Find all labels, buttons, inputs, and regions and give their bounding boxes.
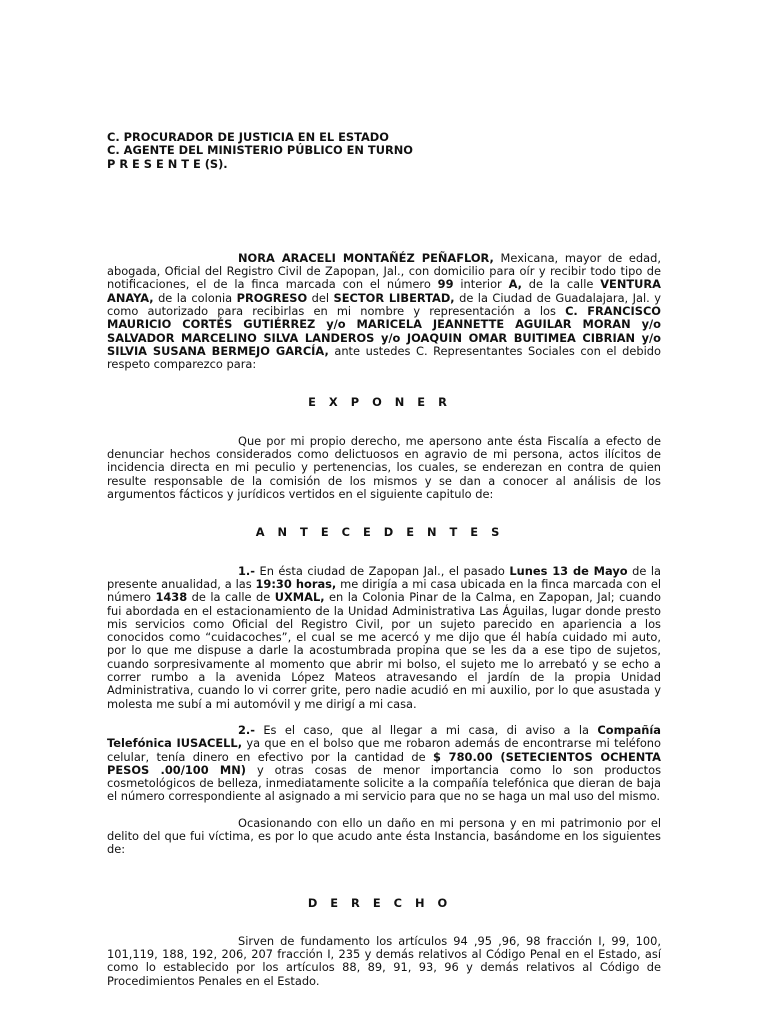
incident-date: Lunes 13 de Mayo [509, 563, 628, 578]
intro-text-1: Mexicana, mayor de edad, abogada, Oficial del Registro Civil de Zapopan, Jal., con domicilio para oír y recibir todo tipo de notificaciones, el de la finca marcada con el número [107, 250, 661, 292]
antecedente-1-text-4: de la calle de [187, 590, 275, 605]
antecedente-1-paragraph [107, 565, 661, 711]
addressee-line-1: C. PROCURADOR DE JUSTICIA EN EL ESTADO [107, 130, 389, 144]
phone-company: Compañía Telefónica IUSACELL, [107, 722, 661, 751]
complainant-name: NORA ARACELI MONTAÑÉZ PEÑAFLOR, [238, 250, 494, 265]
intro-text-6: de la Ciudad de Guadalajara, Jal. y como autorizado para recibirlas en mi nombre y representación a los [107, 290, 661, 319]
antecedente-2-paragraph [107, 724, 661, 804]
sector-name: SECTOR LIBERTAD, [333, 290, 455, 305]
antecedente-2-text-3: y otras cosas de menor importancia como lo son productos cosmetológicos de belleza, inmediatamente solicite a la compañía telefónica que dieran de baja el número correspondiente al asignado a mi servicio para que no se haga un mal uso del mismo. [107, 762, 661, 804]
section-title-derecho: DERECHO [307, 895, 461, 910]
interior-number: A, [508, 277, 522, 292]
intro-text-2: interior [453, 277, 509, 292]
incident-time: 19:30 horas, [255, 576, 337, 591]
colonia-name: PROGRESO [236, 290, 308, 305]
section-title-antecedentes: ANTECEDENTES [255, 525, 513, 540]
intro-text-5: del [307, 290, 334, 305]
intro-text-3: de la calle [521, 277, 601, 292]
stolen-amount: $ 780.00 (SETECIENTOS OCHENTA PESOS .00/100 MN) [107, 749, 661, 777]
addressee-line-2: C. AGENTE DEL MINISTERIO PÚBLICO EN TURNO [107, 143, 413, 158]
intro-paragraph [107, 252, 661, 372]
section-title-exponer: EXPONER [308, 394, 460, 409]
exponer-paragraph: Que por mi propio derecho, me apersono ante ésta Fiscalía a efecto de denunciar hechos considerados como delictuosos en agravio de mi persona, actos ilícitos de incidencia directa en mi peculio y pertenencias, los cuales, se enderezan en contra de quien resulte responsable de la comisión de los mismos y se dan a conocer al análisis de los argumentos fácticos y jurídicos vertidos en el siguiente capitulo de: [107, 433, 661, 502]
antecedente-3-paragraph: Ocasionando con ello un daño en mi persona y en mi patrimonio por el delito del que fui víctima, es por lo que acudo ante ésta Instancia, basándome en los siguientes de: [107, 815, 661, 857]
house-number: 99 [437, 277, 454, 292]
antecedente-1-text-3: me dirigía a mi casa ubicada en la finca marcada con el número [107, 576, 661, 605]
intro-text-7: ante ustedes C. Representantes Sociales con el debido respeto comparezco para: [107, 343, 661, 372]
addressee-block [107, 131, 661, 171]
intro-text-4: de la colonia [153, 290, 237, 305]
derecho-paragraph: Sirven de fundamento los artículos 94 ,95 ,96, 98 fracción I, 99, 100, 101,119, 188, 192, 206, 207 fracción I, 235 y demás relativos al Código Penal en el Estado, así como lo establecido por los artículos 88, 89, 91, 93, 96 y demás relativos al Código de Procedimientos Penales en el Estado. [107, 933, 661, 988]
antecedente-2-number: 2.- [238, 722, 255, 737]
presente-line: P R E S E N T E (S). [107, 156, 228, 171]
antecedente-2-text-2: ya que en el bolso que me robaron además de encontrarse mi teléfono celular, tenía dinero en efectivo por la cantidad de [107, 736, 661, 764]
home-number: 1438 [155, 590, 188, 605]
street-name: VENTURA ANAYA, [107, 277, 661, 305]
antecedente-1-text-1: En ésta ciudad de Zapopan Jal., el pasado [254, 563, 510, 578]
antecedente-1-text-2: de la presente anualidad, a las [107, 563, 662, 591]
antecedente-1-number: 1.- [238, 563, 255, 578]
document-body [107, 131, 661, 988]
antecedente-1-text-5: en la Colonia Pinar de la Calma, en Zapopan, Jal; cuando fui abordada en el estacionamiento de la Unidad Administrativa Las Águilas, lugar donde presto mis servicios como Oficial del Registro Civil, por un sujeto parecido en apariencia a los conocidos como “cuidacoches”, el cual se me acercó y me dijo que él había cuidado mi auto, por lo que me dispuse a darle la acostumbrada propina que se les da a ese tipo de sujetos, cuando sorpresivamente al momento que abrir mi bolso, el sujeto me lo arrebató y se echo a correr rumbo a la avenida López Mateos atravesando el jardín de la propia Unidad Administrativa, cuando lo vi correr grite, pero nadie acudió en mi auxilio, por lo que asustada y molesta me subí a mi automóvil y me dirigí a mi casa. [107, 590, 661, 711]
home-street: UXMAL, [274, 590, 325, 605]
authorized-names: C. FRANCISCO MAURICIO CORTÉS GUTIÉRREZ y/o MARICELA JEANNETTE AGUILAR MORAN y/o SALVADOR MARCELINO SILVA LANDEROS y/o JOAQUIN OMAR BUITIMEA CIBRIAN y/o SILVIA SUSANA BERMEJO GARCÍA, [107, 304, 661, 358]
antecedente-2-text-1: Es el caso, que al llegar a mi casa, di aviso a la [254, 722, 598, 737]
